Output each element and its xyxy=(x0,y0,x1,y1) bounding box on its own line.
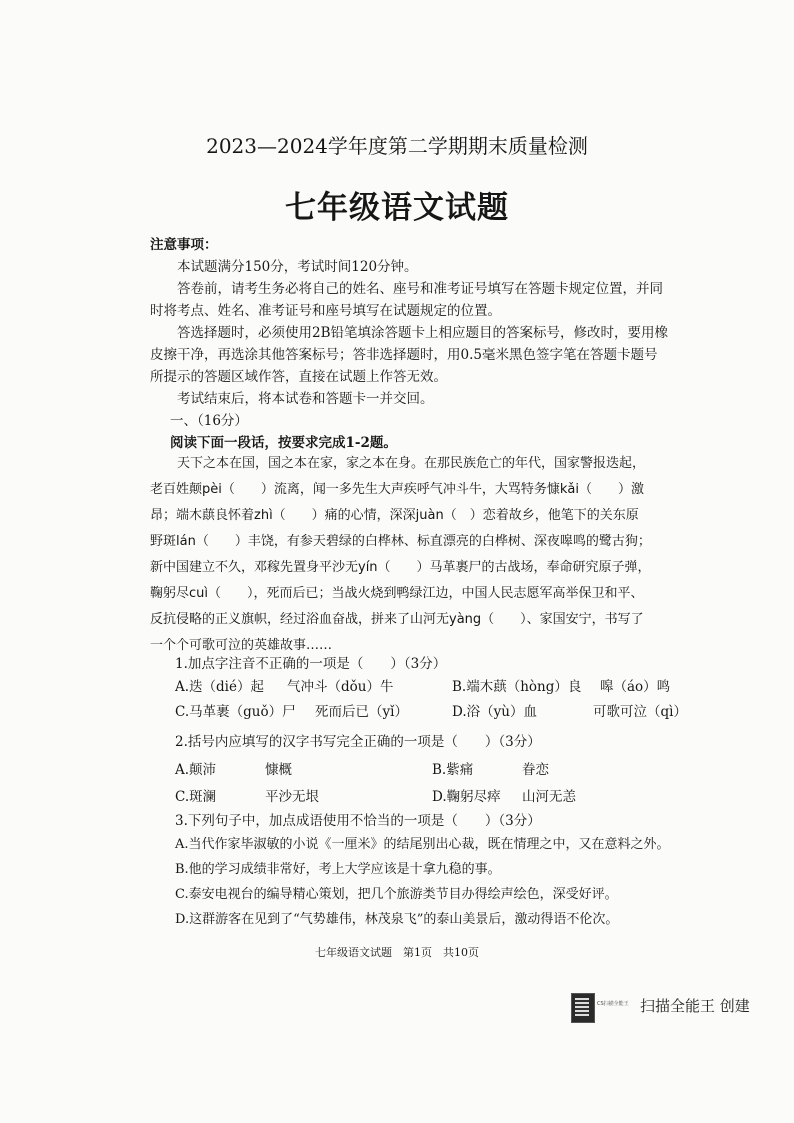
passage-line: 野斑lán（ ）丰饶，有参天碧绿的白桦林、标直漂亮的白桦树、深夜嗥鸣的鹭古狗； xyxy=(150,534,651,549)
question-3-stem: 3.下列句子中，加点成语使用不恰当的一项是（ ）（3分） xyxy=(175,813,541,829)
option-a: A.颠沛 xyxy=(175,762,217,778)
notice-line: 考试结束后，将本试卷和答题卡一并交回。 xyxy=(177,391,434,407)
notice-label: 注意事项： xyxy=(150,237,218,253)
option-c: C.泰安电视台的编导精心策划，把几个旅游类节目办得绘声绘色，深受好评。 xyxy=(175,887,618,902)
exam-header: 2023—2024学年度第二学期期末质量检测 xyxy=(206,134,588,158)
option-c-extra: 死而后已（yǐ） xyxy=(315,704,408,720)
question-2-options xyxy=(175,758,685,814)
scanner-brand: CS扫描全能王 xyxy=(597,1001,629,1007)
option-b-extra: 眷恋 xyxy=(522,762,549,778)
scanner-watermark: 扫描全能王 创建 xyxy=(640,997,750,1015)
option-b: B.端木蕻（hòng）良 xyxy=(452,679,582,695)
notice-line: 皮擦干净，再选涂其他答案标号；答非选择题时，用0.5毫米黑色签字笔在答题卡题号 xyxy=(150,347,658,363)
page-footer: 七年级语文试题 第1页 共10页 xyxy=(315,946,479,959)
option-a-extra: 慷概 xyxy=(265,762,292,778)
exam-title: 七年级语文试题 xyxy=(285,190,509,226)
option-c-extra: 平沙无垠 xyxy=(265,789,319,805)
question-1-stem: 1.加点字注音不正确的一项是（ ）（3分） xyxy=(175,656,447,672)
reading-instruction: 阅读下面一段话，按要求完成1-2题。 xyxy=(170,435,397,451)
passage-line: 昂；端木蕻良怀着zhì（ ）痛的心情，深深juàn（ ）恋着故乡，他笔下的关东原 xyxy=(150,508,639,523)
reading-passage xyxy=(150,452,680,662)
notice-line: 所提示的答题区域作答，直接在试题上作答无效。 xyxy=(150,369,447,385)
passage-line: 天下之本在国，国之本在家，家之本在身。在那民族危亡的年代，国家警报迭起， xyxy=(177,456,646,471)
question-2-stem: 2.括号内应填写的汉字书写完全正确的一项是（ ）（3分） xyxy=(175,734,541,750)
option-d-extra: 山河无恙 xyxy=(522,789,576,805)
option-b-extra: 嗥（áo）鸣 xyxy=(600,679,671,695)
notice-line: 答选择题时，必须使用2B铅笔填涂答题卡上相应题目的答案标号，修改时，要用橡 xyxy=(177,325,669,341)
option-a-extra: 气冲斗（dǒu）牛 xyxy=(287,679,394,695)
option-c: C.马革裹（guǒ）尸 xyxy=(175,704,296,720)
passage-line: 新中国建立不久，邓稼先置身平沙无yín（ ）马革裹尸的古战场，奉命研究原子弹， xyxy=(150,560,651,575)
section-heading: 一、（16分） xyxy=(170,413,248,429)
notice-line: 答卷前，请考生务必将自己的姓名、座号和准考证号填写在答题卡规定位置，并同 xyxy=(177,281,663,297)
option-d: D.鞠躬尽瘁 xyxy=(432,789,501,805)
passage-line: 一个个可歌可泣的英雄故事…… xyxy=(150,638,333,653)
question-1-options xyxy=(175,675,685,735)
notice-line: 本试题满分150分，考试时间120分钟。 xyxy=(177,259,418,275)
option-d: D.浴（yù）血 xyxy=(452,704,537,720)
option-d: D.这群游客在见到了“气势雄伟，林茂泉飞”的泰山美景后，激动得语不伦次。 xyxy=(175,912,619,927)
passage-line: 鞠躬尽cuì（ ），死而后已；当战火烧到鸭绿江边，中国人民志愿军高举保卫和平、 xyxy=(150,586,644,601)
option-c: C.斑澜 xyxy=(175,789,217,805)
question-3-options xyxy=(175,833,695,928)
option-d-extra: 可歌可泣（qì） xyxy=(593,704,687,720)
notice-body xyxy=(150,255,670,407)
notice-line: 时将考点、姓名、准考证号和座号填写在试题规定的位置。 xyxy=(150,303,501,319)
scanner-logo-icon xyxy=(571,993,595,1023)
passage-line: 反抗侵略的正义旗帜，经过浴血奋战，拼来了山河无yàng（ ）、家国安宁，书写了 xyxy=(150,612,644,627)
option-a: A.迭（dié）起 xyxy=(175,679,264,695)
option-a: A.当代作家毕淑敏的小说《一厘米》的结尾别出心裁，既在情理之中，又在意料之外。 xyxy=(175,837,670,852)
option-b: B.他的学习成绩非常好，考上大学应该是十拿九稳的事。 xyxy=(175,862,501,877)
passage-line: 老百姓颠pèi（ ）流离，闻一多先生大声疾呼气冲斗牛，大骂特务慷kǎi（ ）激 xyxy=(150,482,644,497)
option-b: B.紫痛 xyxy=(432,762,474,778)
